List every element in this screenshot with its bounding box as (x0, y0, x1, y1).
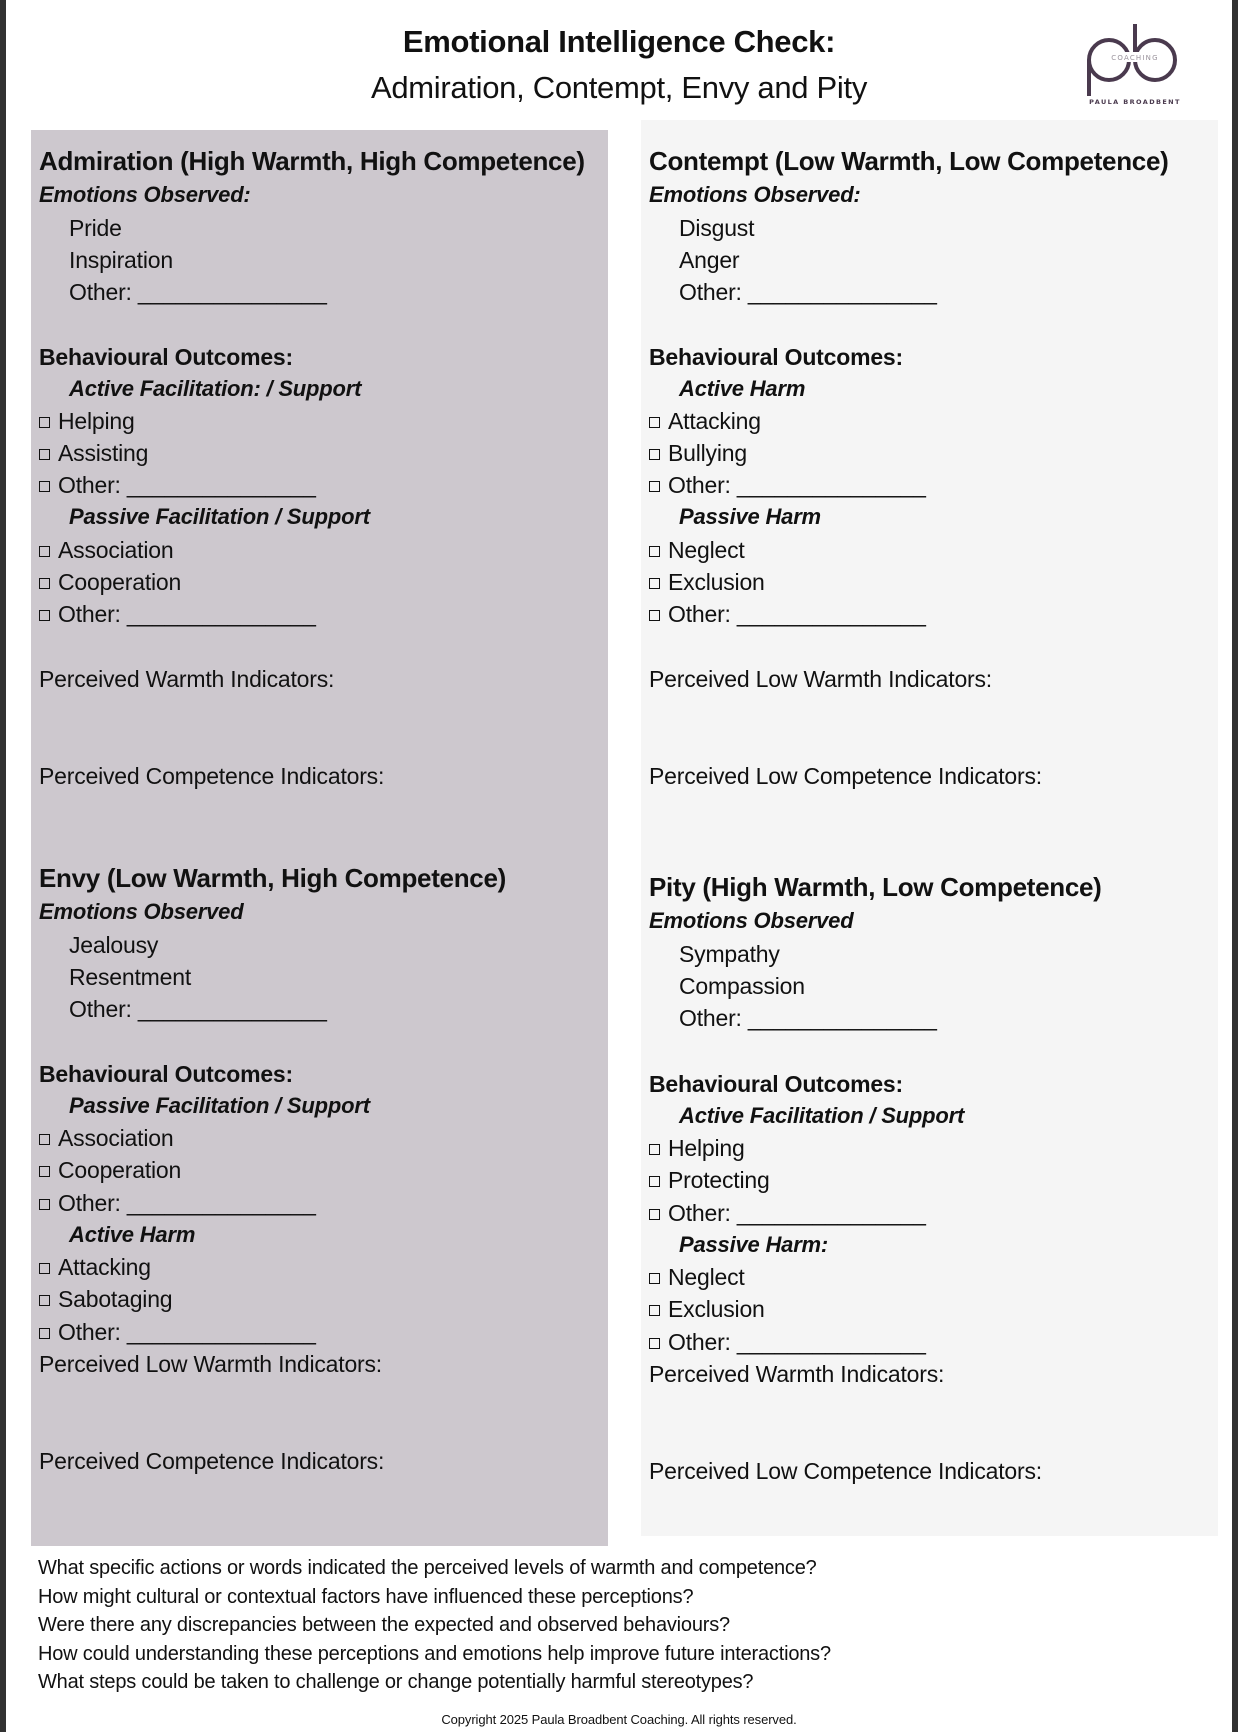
emotion-item: Pride (69, 215, 122, 241)
checkbox-icon[interactable] (39, 1166, 50, 1177)
checkbox-icon[interactable] (649, 546, 660, 557)
checkbox-icon[interactable] (39, 578, 50, 589)
checkbox-item[interactable] (39, 567, 181, 597)
checkbox-item[interactable] (39, 1123, 173, 1153)
checkbox-item[interactable] (649, 406, 761, 436)
checkbox-label: Exclusion (668, 1296, 765, 1322)
checkbox-item[interactable] (649, 438, 747, 468)
checkbox-label: Attacking (58, 1254, 151, 1280)
checkbox-item[interactable] (39, 1317, 316, 1347)
pity-group1-label: Active Facilitation / Support (679, 1103, 965, 1128)
checkbox-icon[interactable] (649, 449, 660, 460)
admiration-indicator-warmth: Perceived Warmth Indicators: (39, 666, 335, 692)
checkbox-icon[interactable] (649, 578, 660, 589)
checkbox-label: Other: _______________ (668, 1329, 926, 1355)
checkbox-item[interactable] (649, 1262, 745, 1292)
question-item: What steps could be taken to challenge or change potentially harmful stereotypes? (38, 1671, 754, 1693)
checkbox-label: Cooperation (58, 569, 182, 595)
right-panel (641, 120, 1218, 1536)
checkbox-icon[interactable] (649, 1144, 660, 1155)
emotion-item: Jealousy (69, 932, 159, 958)
admiration-emotions-label: Emotions Observed: (39, 182, 251, 207)
envy-emotions-label: Emotions Observed (39, 899, 244, 924)
checkbox-item[interactable] (649, 1165, 770, 1195)
checkbox-label: Assisting (58, 440, 149, 466)
pity-indicator-competence: Perceived Low Competence Indicators: (649, 1458, 1042, 1484)
checkbox-label: Other: _______________ (58, 601, 316, 627)
pity-indicator-warmth: Perceived Warmth Indicators: (649, 1361, 945, 1387)
emotion-other-field[interactable]: Other: _______________ (679, 1005, 937, 1031)
checkbox-item[interactable] (649, 470, 926, 500)
admiration-title: Admiration (High Warmth, High Competence) (39, 146, 585, 176)
emotion-item: Compassion (679, 973, 805, 999)
admiration-group1-label: Active Facilitation: / Support (69, 376, 362, 401)
checkbox-icon[interactable] (39, 1263, 50, 1274)
admiration-outcomes-label: Behavioural Outcomes: (39, 344, 293, 370)
checkbox-label: Protecting (668, 1167, 770, 1193)
contempt-title: Contempt (Low Warmth, Low Competence) (649, 146, 1169, 176)
checkbox-item[interactable] (39, 406, 135, 436)
page-subtitle: Admiration, Contempt, Envy and Pity (370, 70, 868, 105)
emotion-item: Disgust (679, 215, 755, 241)
emotion-other-field[interactable]: Other: _______________ (69, 279, 327, 305)
envy-outcomes-label: Behavioural Outcomes: (39, 1061, 293, 1087)
admiration-group2-label: Passive Facilitation / Support (69, 504, 370, 529)
envy-group2-label: Active Harm (69, 1222, 196, 1247)
window-border-right (1232, 0, 1238, 1732)
checkbox-item[interactable] (649, 1294, 765, 1324)
admiration-indicator-competence: Perceived Competence Indicators: (39, 763, 385, 789)
contempt-group1-label: Active Harm (679, 376, 806, 401)
emotion-item: Resentment (69, 964, 192, 990)
checkbox-item[interactable] (39, 1252, 151, 1282)
checkbox-icon[interactable] (39, 546, 50, 557)
checkbox-icon[interactable] (39, 481, 50, 492)
question-item: How could understanding these perceptions and emotions help improve future interactions? (38, 1642, 831, 1665)
checkbox-icon[interactable] (39, 1199, 50, 1210)
emotion-other-field[interactable]: Other: _______________ (679, 279, 937, 305)
copyright-notice: Copyright 2025 Paula Broadbent Coaching. All rights reserved. (441, 1712, 797, 1727)
checkbox-item[interactable] (649, 1327, 926, 1357)
checkbox-icon[interactable] (39, 1134, 50, 1145)
pb-coaching-logo (1075, 18, 1193, 104)
checkbox-label: Other: _______________ (668, 1200, 926, 1226)
checkbox-label: Bullying (668, 440, 747, 466)
question-item: How might cultural or contextual factors have influenced these perceptions? (38, 1585, 694, 1608)
checkbox-icon[interactable] (39, 610, 50, 621)
checkbox-item[interactable] (649, 1133, 745, 1163)
left-panel (31, 130, 608, 1546)
checkbox-label: Other: _______________ (668, 601, 926, 627)
checkbox-label: Attacking (668, 408, 761, 434)
checkbox-label: Other: _______________ (58, 1319, 316, 1345)
checkbox-label: Exclusion (668, 569, 765, 595)
emotion-item: Inspiration (69, 247, 173, 273)
emotion-other-field[interactable]: Other: _______________ (69, 996, 327, 1022)
contempt-indicator-competence: Perceived Low Competence Indicators: (649, 763, 1042, 789)
checkbox-item[interactable] (39, 599, 316, 629)
emotion-item: Anger (679, 247, 740, 273)
checkbox-label: Other: _______________ (58, 1190, 316, 1216)
checkbox-icon[interactable] (39, 417, 50, 428)
checkbox-item[interactable] (39, 535, 173, 565)
window-border-left (0, 0, 6, 1732)
logo-tagline: COACHING (1111, 54, 1159, 62)
logo-name: PAULA BROADBENT (1089, 98, 1181, 104)
checkbox-icon[interactable] (649, 1338, 660, 1349)
checkbox-label: Helping (668, 1135, 745, 1161)
contempt-outcomes-label: Behavioural Outcomes: (649, 344, 903, 370)
checkbox-label: Cooperation (58, 1157, 182, 1183)
checkbox-icon[interactable] (649, 1273, 660, 1284)
checkbox-item[interactable] (649, 1198, 926, 1228)
checkbox-item[interactable] (39, 470, 316, 500)
checkbox-icon[interactable] (649, 1305, 660, 1316)
envy-indicator-competence: Perceived Competence Indicators: (39, 1448, 385, 1474)
question-item: What specific actions or words indicated the perceived levels of warmth and competence? (38, 1557, 817, 1579)
checkbox-icon[interactable] (39, 449, 50, 460)
page-title: Emotional Intelligence Check: (402, 24, 836, 59)
contempt-group2-label: Passive Harm (679, 504, 821, 529)
envy-indicator-warmth: Perceived Low Warmth Indicators: (39, 1351, 382, 1377)
envy-group1-label: Passive Facilitation / Support (69, 1093, 370, 1118)
checkbox-icon[interactable] (649, 481, 660, 492)
checkbox-item[interactable] (649, 535, 745, 565)
checkbox-icon[interactable] (649, 1176, 660, 1187)
checkbox-label: Sabotaging (58, 1286, 173, 1312)
checkbox-label: Association (58, 537, 174, 563)
contempt-emotions-label: Emotions Observed: (649, 182, 861, 207)
checkbox-item[interactable] (649, 599, 926, 629)
checkbox-item[interactable] (39, 438, 148, 468)
checkbox-label: Neglect (668, 1264, 745, 1290)
pity-emotions-label: Emotions Observed (649, 908, 854, 933)
checkbox-item[interactable] (39, 1155, 181, 1185)
checkbox-label: Neglect (668, 537, 745, 563)
checkbox-icon[interactable] (649, 610, 660, 621)
question-item: Were there any discrepancies between the expected and observed behaviours? (38, 1614, 730, 1636)
envy-title: Envy (Low Warmth, High Competence) (39, 863, 506, 893)
checkbox-label: Other: _______________ (668, 472, 926, 498)
contempt-indicator-warmth: Perceived Low Warmth Indicators: (649, 666, 992, 692)
checkbox-item[interactable] (39, 1284, 172, 1314)
pity-group2-label: Passive Harm: (679, 1232, 829, 1257)
pity-title: Pity (High Warmth, Low Competence) (649, 872, 1102, 902)
checkbox-icon[interactable] (39, 1328, 50, 1339)
checkbox-label: Other: _______________ (58, 472, 316, 498)
checkbox-label: Association (58, 1125, 174, 1151)
checkbox-icon[interactable] (649, 417, 660, 428)
checkbox-icon[interactable] (649, 1209, 660, 1220)
checkbox-label: Helping (58, 408, 135, 434)
reflection-questions (38, 1554, 831, 1697)
pity-outcomes-label: Behavioural Outcomes: (649, 1071, 903, 1097)
checkbox-icon[interactable] (39, 1295, 50, 1306)
checkbox-item[interactable] (39, 1188, 316, 1218)
emotion-item: Sympathy (679, 941, 780, 967)
checkbox-item[interactable] (649, 567, 765, 597)
